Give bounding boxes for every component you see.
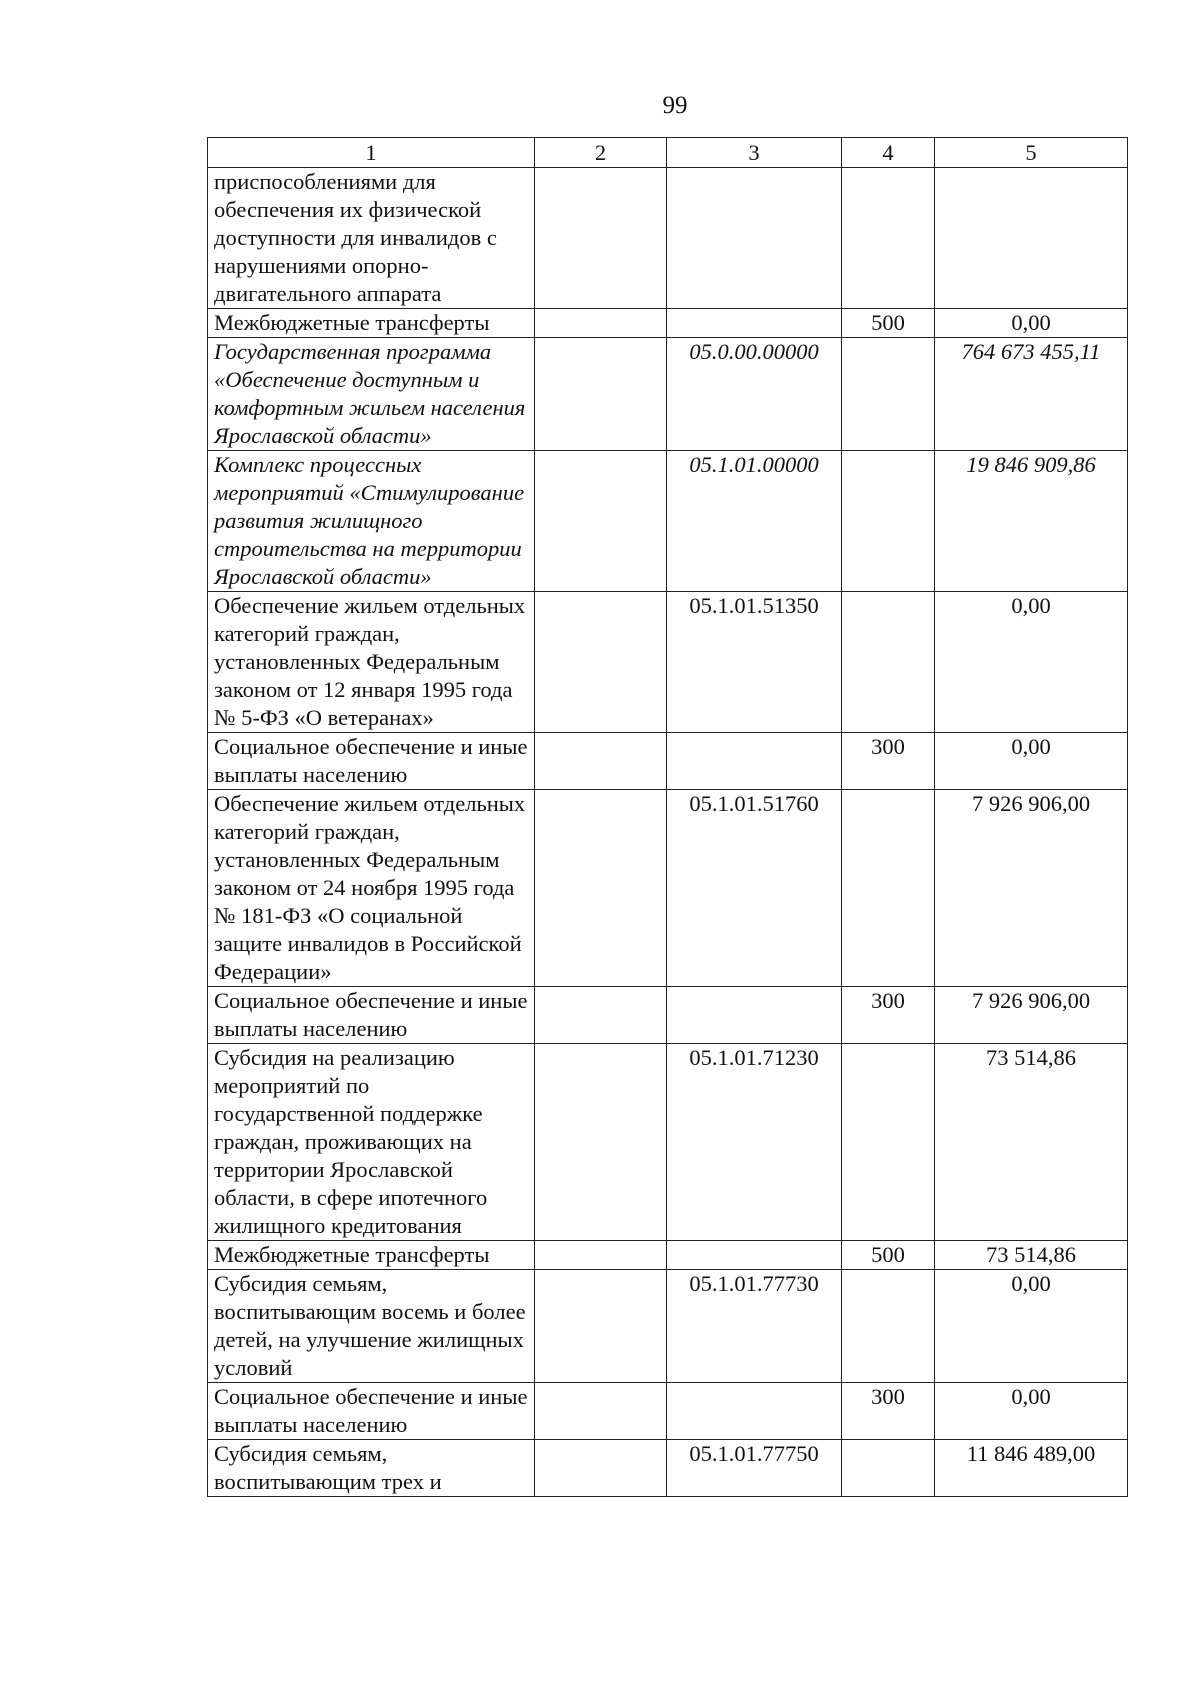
row-column-2-cell xyxy=(535,1241,667,1270)
row-name-cell: Субсидия семьям, воспитывающим восемь и более детей, на улучшение жилищных условий xyxy=(208,1270,535,1383)
row-name-cell: Обеспечение жильем отдельных категорий граждан, установленных Федеральным законом от 24 ноября 1995 года № 181-ФЗ «О социальной защите инвалидов в Российской Федерации» xyxy=(208,790,535,987)
row-amount-cell: 764 673 455,11 xyxy=(935,338,1128,451)
row-column-2-cell xyxy=(535,1440,667,1497)
row-expense-type-cell xyxy=(842,168,935,309)
row-column-2-cell xyxy=(535,338,667,451)
column-header: 1 xyxy=(208,138,535,168)
row-name-cell: Социальное обеспечение и иные выплаты населению xyxy=(208,1383,535,1440)
row-name-cell: Межбюджетные трансферты xyxy=(208,309,535,338)
row-code-cell: 05.0.00.00000 xyxy=(667,338,842,451)
table-row xyxy=(208,168,1128,309)
row-amount-cell xyxy=(935,168,1128,309)
row-code-cell xyxy=(667,309,842,338)
row-expense-type-cell xyxy=(842,1270,935,1383)
row-code-cell xyxy=(667,168,842,309)
row-column-2-cell xyxy=(535,1044,667,1241)
row-name-cell: Межбюджетные трансферты xyxy=(208,1241,535,1270)
row-amount-cell: 73 514,86 xyxy=(935,1044,1128,1241)
row-amount-cell: 73 514,86 xyxy=(935,1241,1128,1270)
row-column-2-cell xyxy=(535,168,667,309)
row-amount-cell: 7 926 906,00 xyxy=(935,790,1128,987)
row-code-cell: 05.1.01.77750 xyxy=(667,1440,842,1497)
row-column-2-cell xyxy=(535,451,667,592)
table-row xyxy=(208,309,1128,338)
table-body xyxy=(208,168,1128,1497)
row-expense-type-cell: 500 xyxy=(842,1241,935,1270)
row-amount-cell: 7 926 906,00 xyxy=(935,987,1128,1044)
row-expense-type-cell xyxy=(842,1044,935,1241)
row-amount-cell: 0,00 xyxy=(935,733,1128,790)
row-amount-cell: 0,00 xyxy=(935,1270,1128,1383)
row-code-cell xyxy=(667,987,842,1044)
table-row xyxy=(208,338,1128,451)
column-header: 4 xyxy=(842,138,935,168)
table-row xyxy=(208,733,1128,790)
table-row xyxy=(208,592,1128,733)
row-amount-cell: 0,00 xyxy=(935,309,1128,338)
row-expense-type-cell xyxy=(842,451,935,592)
row-expense-type-cell xyxy=(842,592,935,733)
row-column-2-cell xyxy=(535,733,667,790)
table-row xyxy=(208,1383,1128,1440)
column-header: 3 xyxy=(667,138,842,168)
row-expense-type-cell: 500 xyxy=(842,309,935,338)
row-code-cell xyxy=(667,1383,842,1440)
row-code-cell: 05.1.01.77730 xyxy=(667,1270,842,1383)
page-number: 99 xyxy=(662,92,688,119)
row-amount-cell: 11 846 489,00 xyxy=(935,1440,1128,1497)
row-name-cell: Обеспечение жильем отдельных категорий граждан, установленных Федеральным законом от 12 января 1995 года № 5-ФЗ «О ветеранах» xyxy=(208,592,535,733)
row-name-cell: Социальное обеспечение и иные выплаты населению xyxy=(208,733,535,790)
row-column-2-cell xyxy=(535,309,667,338)
row-expense-type-cell xyxy=(842,338,935,451)
row-column-2-cell xyxy=(535,790,667,987)
row-column-2-cell xyxy=(535,1270,667,1383)
row-amount-cell: 19 846 909,86 xyxy=(935,451,1128,592)
table-row xyxy=(208,451,1128,592)
row-amount-cell: 0,00 xyxy=(935,592,1128,733)
row-expense-type-cell xyxy=(842,790,935,987)
row-column-2-cell xyxy=(535,592,667,733)
row-code-cell: 05.1.01.00000 xyxy=(667,451,842,592)
row-column-2-cell xyxy=(535,987,667,1044)
row-name-cell: Государственная программа «Обеспечение доступным и комфортным жильем населения Ярославской области» xyxy=(208,338,535,451)
row-code-cell: 05.1.01.51350 xyxy=(667,592,842,733)
row-amount-cell: 0,00 xyxy=(935,1383,1128,1440)
row-expense-type-cell: 300 xyxy=(842,733,935,790)
row-name-cell: Субсидия на реализацию мероприятий по государственной поддержке граждан, проживающих на территории Ярославской области, в сфере ипотечного жилищного кредитования xyxy=(208,1044,535,1241)
row-expense-type-cell: 300 xyxy=(842,987,935,1044)
row-code-cell xyxy=(667,1241,842,1270)
row-expense-type-cell: 300 xyxy=(842,1383,935,1440)
table-row xyxy=(208,987,1128,1044)
row-name-cell: Субсидия семьям, воспитывающим трех и xyxy=(208,1440,535,1497)
table-row xyxy=(208,1440,1128,1497)
table-header-row xyxy=(208,138,1128,168)
table-row xyxy=(208,1241,1128,1270)
table-row xyxy=(208,790,1128,987)
row-expense-type-cell xyxy=(842,1440,935,1497)
budget-table xyxy=(207,137,1128,1497)
row-code-cell: 05.1.01.51760 xyxy=(667,790,842,987)
row-name-cell: Комплекс процессных мероприятий «Стимулирование развития жилищного строительства на территории Ярославской области» xyxy=(208,451,535,592)
row-column-2-cell xyxy=(535,1383,667,1440)
row-code-cell xyxy=(667,733,842,790)
table-row xyxy=(208,1270,1128,1383)
table-row xyxy=(208,1044,1128,1241)
row-name-cell: приспособлениями для обеспечения их физической доступности для инвалидов с нарушениями опорно-двигательного аппарата xyxy=(208,168,535,309)
column-header: 2 xyxy=(535,138,667,168)
row-name-cell: Социальное обеспечение и иные выплаты населению xyxy=(208,987,535,1044)
row-code-cell: 05.1.01.71230 xyxy=(667,1044,842,1241)
column-header: 5 xyxy=(935,138,1128,168)
